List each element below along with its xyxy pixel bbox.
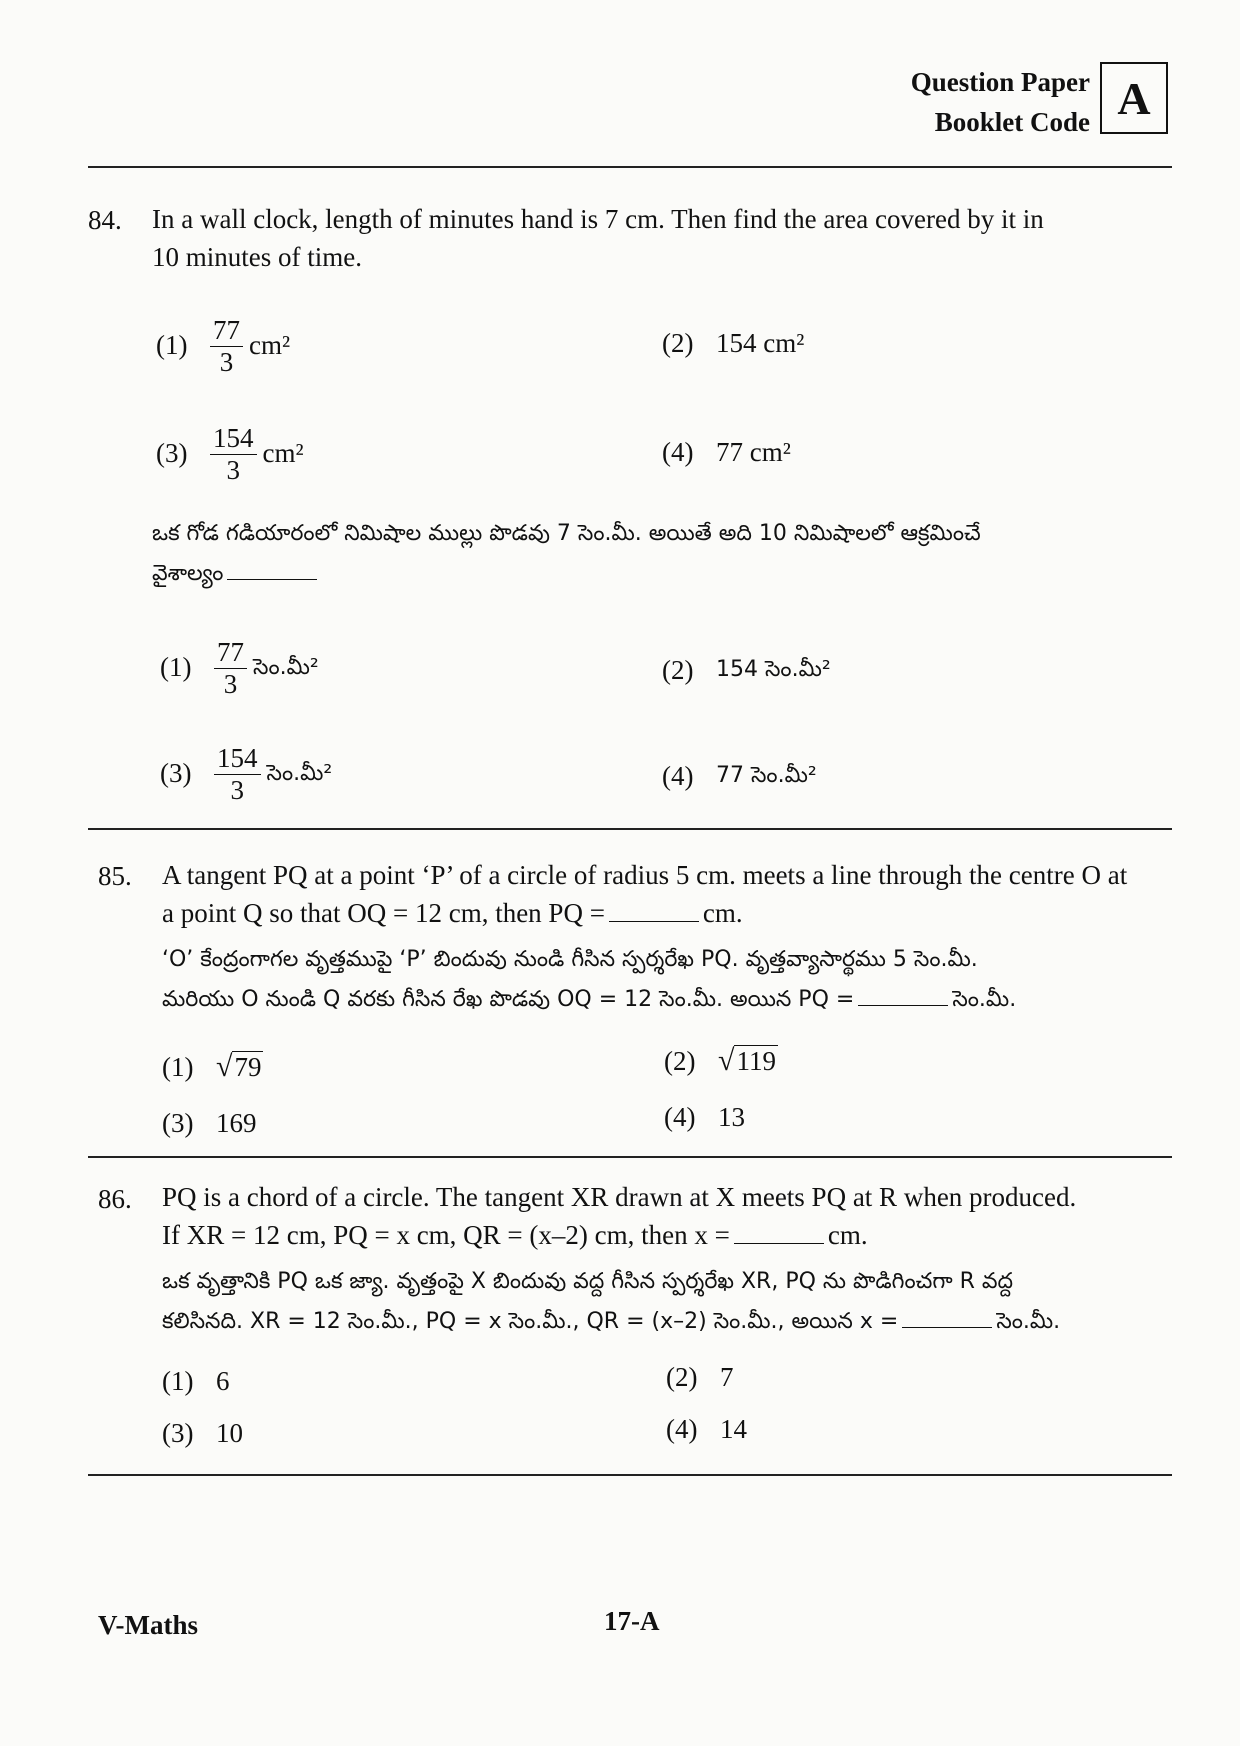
answer-blank: [227, 578, 317, 580]
fraction: [210, 422, 257, 485]
option-3-en: [156, 422, 304, 485]
option-1: [162, 1050, 263, 1084]
question-text-en: [162, 1178, 1202, 1254]
unit: cm²: [249, 330, 291, 360]
option-number: (2): [662, 654, 694, 685]
fraction: [214, 636, 247, 699]
option-value: 6: [216, 1366, 230, 1396]
option-number: (1): [160, 652, 192, 682]
square-root: √119: [718, 1044, 776, 1077]
question-text-line: ఒక గోడ గడియారంలో నిమిషాల ముల్లు పొడవు 7 సెం.మీ. అయితే అది 10 నిమిషాలలో ఆక్రమించే: [152, 521, 981, 546]
fraction: [210, 314, 243, 377]
option-number: (1): [162, 1366, 194, 1396]
option-value: 169: [216, 1108, 257, 1138]
option-3: [162, 1108, 257, 1139]
option-number: (2): [666, 1362, 698, 1392]
option-2-te: [662, 650, 831, 690]
question-text-en: [162, 856, 1182, 932]
question-text-line: మరియు O నుండి Q వరకు గీసిన రేఖ పొడవు OQ = 12 సెం.మీ. అయిన PQ =: [162, 987, 855, 1012]
booklet-code-label: [911, 62, 1090, 142]
option-value: 77 cm²: [716, 437, 791, 467]
option-4: [666, 1414, 747, 1445]
question-text-te: [152, 514, 1172, 594]
option-value: 14: [720, 1414, 747, 1444]
option-value: 10: [216, 1418, 243, 1448]
question-number: 86.: [98, 1184, 132, 1214]
question-text-line: కలిసినది. XR = 12 సెం.మీ., PQ = x సెం.మీ., QR = (x–2) సెం.మీ., అయిన x =: [162, 1309, 899, 1334]
question-divider: [88, 1156, 1172, 1158]
footer-page-number: 17-A: [604, 1606, 660, 1636]
question-text-line: a point Q so that OQ = 12 cm, then PQ =: [162, 898, 605, 928]
answer-blank: [902, 1326, 992, 1328]
option-1-te: [160, 636, 319, 699]
denominator: 3: [226, 455, 240, 485]
question-text-line: In a wall clock, length of minutes hand is 7 cm. Then find the area covered by it in: [152, 204, 1044, 234]
question-text-te: [162, 1262, 1192, 1342]
option-1-en: [156, 314, 290, 377]
denominator: 3: [223, 669, 238, 699]
question-text-line: cm.: [702, 898, 743, 928]
question-text-line: PQ is a chord of a circle. The tangent XR drawn at X meets PQ at R when produced.: [162, 1182, 1077, 1212]
option-value: 77 సెం.మీ²: [716, 763, 817, 788]
unit: సెం.మీ²: [253, 654, 319, 680]
option-number: (1): [162, 1051, 194, 1082]
question-text-te: [162, 940, 1192, 1020]
option-number: (3): [160, 758, 192, 788]
question-text-line: ఒక వృత్తానికి PQ ఒక జ్యా. వృత్తంపై X బిందువు వద్ద గీసిన స్పర్శరేఖ XR, PQ ను పొడిగించగా R వద్ద: [162, 1269, 1014, 1294]
question-number: 85.: [98, 861, 132, 891]
option-value: 7: [720, 1362, 734, 1392]
radicand: 119: [736, 1046, 776, 1076]
booklet-code-label-line2: Booklet Code: [934, 107, 1090, 137]
option-number: (3): [162, 1108, 194, 1138]
answer-blank: [858, 1004, 948, 1006]
option-number: (1): [156, 330, 188, 360]
unit: సెం.మీ²: [266, 760, 333, 786]
fraction: [214, 742, 261, 805]
booklet-code-box: A: [1100, 62, 1168, 134]
option-number: (3): [162, 1418, 194, 1448]
numerator: 154: [214, 742, 261, 775]
question-number: 84.: [88, 205, 122, 235]
option-number: (2): [662, 328, 694, 358]
question-text-line: సెం.మీ.: [952, 987, 1017, 1012]
question-text-line: సెం.మీ.: [996, 1309, 1061, 1334]
option-number: (4): [666, 1414, 698, 1444]
option-number: (4): [662, 437, 694, 467]
denominator: 3: [230, 775, 244, 805]
option-4: [664, 1102, 745, 1133]
header-divider: [88, 166, 1172, 168]
option-4-te: [662, 756, 817, 796]
booklet-code-label-line1: Question Paper: [910, 67, 1090, 97]
option-value: 154 cm²: [716, 328, 805, 358]
radicand: 79: [234, 1052, 262, 1082]
option-value: 154 సెం.మీ²: [716, 657, 831, 682]
unit: cm²: [262, 438, 304, 468]
question-text-line: 10 minutes of time.: [152, 242, 362, 272]
answer-blank: [609, 920, 699, 922]
option-1: [162, 1366, 230, 1397]
answer-blank: [734, 1242, 824, 1244]
footer-subject: V-Maths: [98, 1610, 198, 1640]
option-number: (4): [664, 1102, 696, 1132]
option-number: (3): [156, 438, 188, 468]
option-3: [162, 1418, 243, 1449]
numerator: 154: [210, 422, 257, 455]
option-4-en: [662, 437, 791, 468]
option-2: [664, 1044, 778, 1078]
option-3-te: [160, 742, 332, 805]
question-text-line: If XR = 12 cm, PQ = x cm, QR = (x–2) cm, then x =: [162, 1220, 730, 1250]
option-value: 13: [718, 1102, 745, 1132]
question-divider: [88, 828, 1172, 830]
question-text-en: [152, 200, 1172, 276]
square-root: √79: [216, 1050, 262, 1083]
question-text-line: వైశాల్యం: [152, 561, 224, 586]
denominator: 3: [219, 347, 234, 377]
option-number: (4): [662, 760, 694, 791]
question-text-line: ‘O’ కేంద్రంగాగల వృత్తముపై ‘P’ బిందువు నుండి గీసిన స్పర్శరేఖ PQ. వృత్తవ్యాసార్థము 5 సెం.మీ.: [162, 947, 978, 972]
question-text-line: A tangent PQ at a point ‘P’ of a circle of radius 5 cm. meets a line through the centre O at: [162, 860, 1128, 890]
numerator: 77: [210, 314, 243, 347]
numerator: 77: [214, 636, 247, 669]
option-2-en: [662, 328, 804, 359]
question-text-line: cm.: [827, 1220, 868, 1250]
option-2: [666, 1362, 734, 1393]
option-number: (2): [664, 1045, 696, 1076]
question-divider: [88, 1474, 1172, 1476]
